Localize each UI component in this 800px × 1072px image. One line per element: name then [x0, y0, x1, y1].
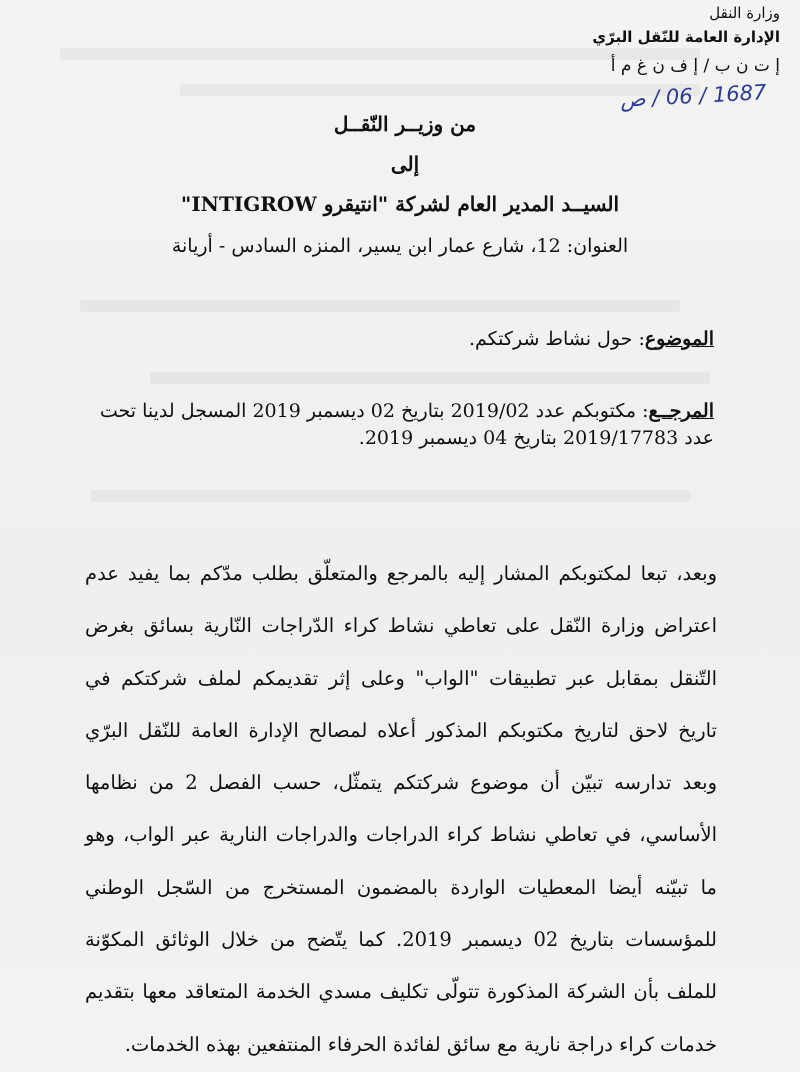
bleed-through-line	[150, 372, 710, 384]
letter-addressee: السيــد المدير العام لشركة "انتيقرو INTIGROW"	[180, 192, 620, 216]
reference-label: المرجــع	[648, 400, 714, 422]
bleed-through-line	[90, 490, 690, 502]
letterhead	[520, 2, 780, 110]
letter-sender: من وزيــر النّقــل	[333, 112, 477, 136]
letter-subject	[74, 328, 714, 350]
department-code: إ ت ن ب / إ ف ن غ م أ	[610, 56, 780, 76]
subject-label: الموضوع	[644, 328, 714, 350]
subject-text: : حول نشاط شركتكم.	[469, 328, 645, 350]
handwritten-reference-number: 1687 / 06 / ص	[619, 80, 767, 112]
bleed-through-line	[80, 300, 680, 312]
reference-text: : مكتوبكم عدد 2019/02 بتاريخ 02 ديسمبر 2019 المسجل لدينا تحت عدد 2019/17783 بتاريخ 04 ديسمبر 2019.	[99, 400, 714, 449]
letter-body: وبعد، تبعا لمكتوبكم المشار إليه بالمرجع والمتعلّق بطلب مدّكم بما يفيد عدم اعتراض وزارة النّقل على تعاطي نشاط كراء الدّراجات النّارية بسائق بغرض التّنقل بمقابل عبر تطبيقات "الواب" وعلى إثر تقديمكم لملف شركتكم في تاريخ لاحق لتاريخ مكتوبكم المذكور أعلاه لمصالح الإدارة العامة للنّقل البرّي وبعد تدارسه تبيّن أن موضوع شركتكم يتمثّل، حسب الفصل 2 من نظامها الأساسي، في تعاطي نشاط كراء الدراجات والدراجات النارية عبر الواب، وهو ما تبيّنه أيضا المعطيات الواردة بالمضمون المستخرج من السّجل الوطني للمؤسسات بتاريخ 02 ديسمبر 2019. كما يتّضح من خلال الوثائق المكوّنة للملف بأن الشركة المذكورة تتولّى تكليف مسدي الخدمة المتعاقد معها بتقديم خدمات كراء دراجة نارية مع سائق لفائدة الحرفاء المنتفعين بهذه الخدمات.	[85, 562, 717, 1056]
letter-to-word: إلى	[390, 152, 420, 176]
letter-address: العنوان: 12، شارع عمار ابن يسير، المنزه السادس - أريانة	[171, 235, 629, 257]
letter-reference	[74, 398, 714, 452]
department-name: الإدارة العامة للنّقل البرّي	[592, 28, 780, 46]
ministry-name: وزارة النقل	[709, 4, 780, 22]
